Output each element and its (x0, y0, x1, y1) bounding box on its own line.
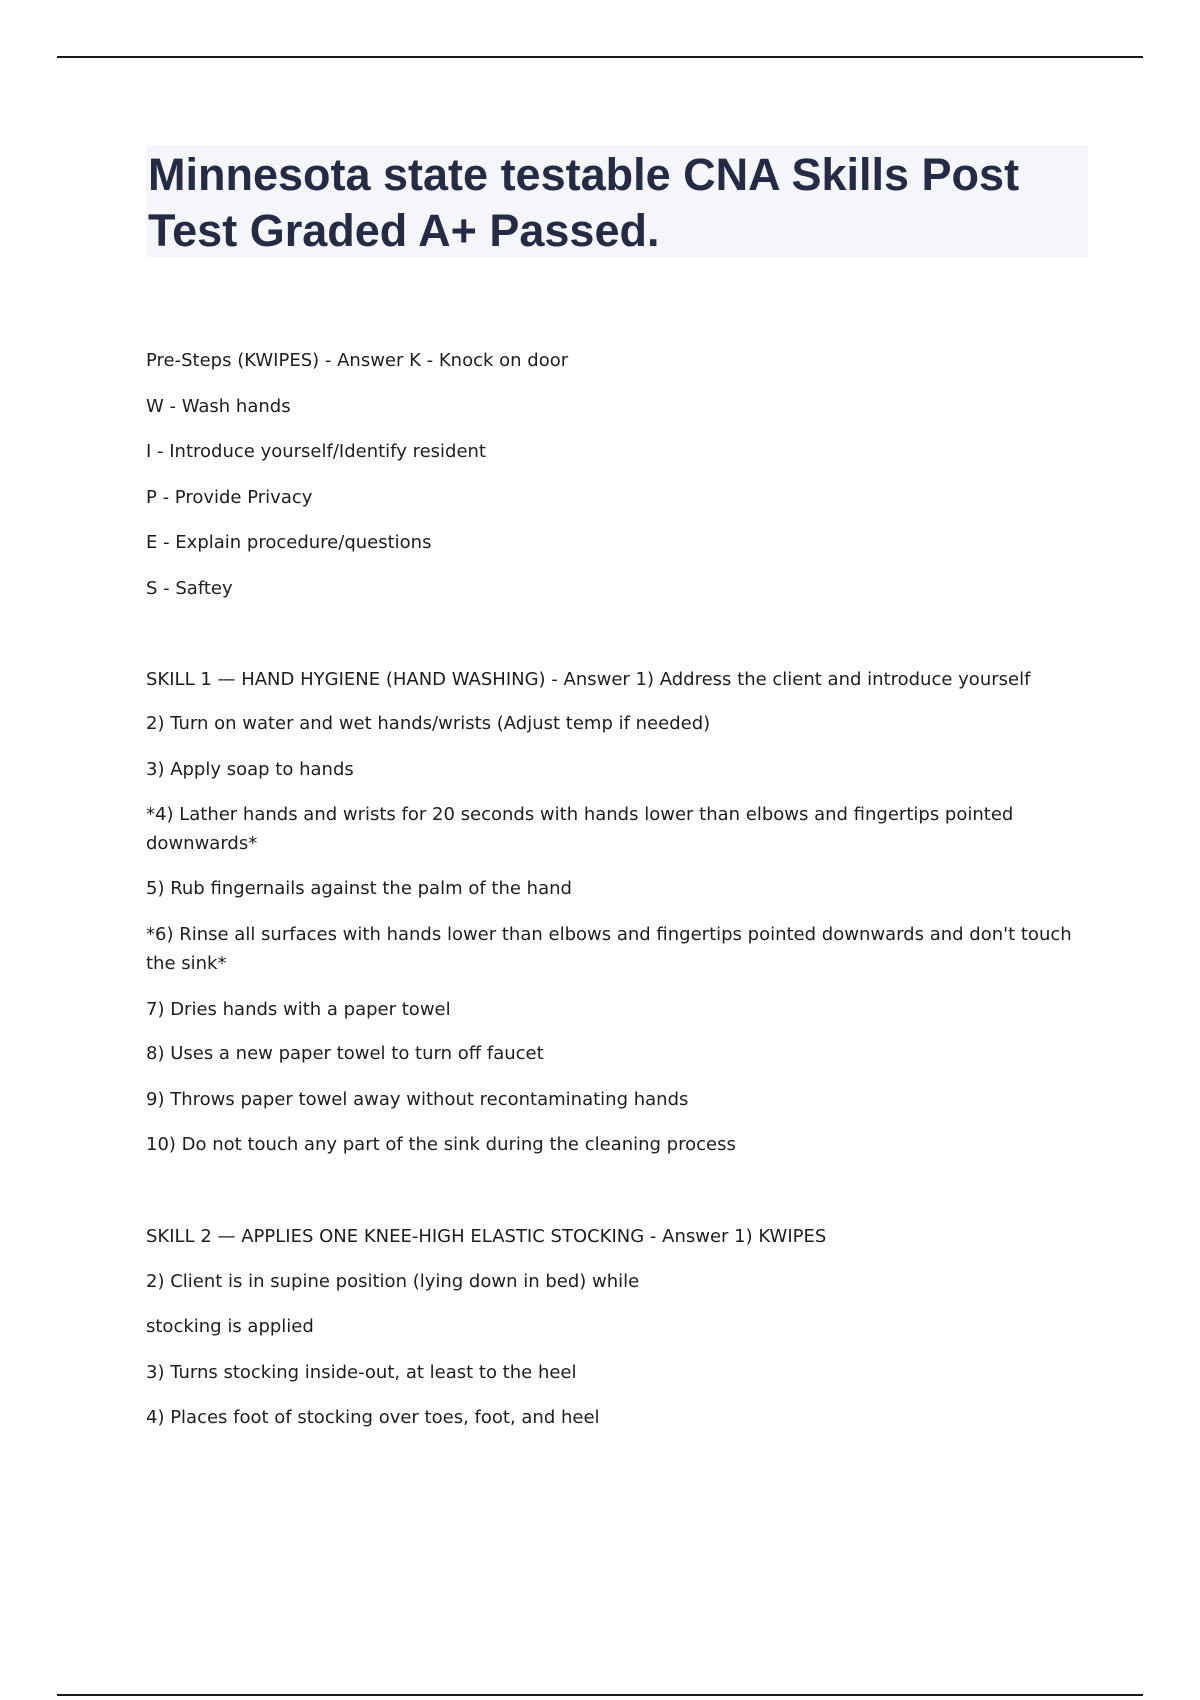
list-item: S - Saftey (146, 578, 233, 599)
list-item: 2) Turn on water and wet hands/wrists (Adjust temp if needed) (146, 713, 711, 734)
list-item: 3) Turns stocking inside-out, at least to the heel (146, 1362, 577, 1383)
list-item: 4) Places foot of stocking over toes, foot, and heel (146, 1407, 600, 1428)
list-item: 2) Client is in supine position (lying down in bed) while (146, 1271, 640, 1292)
list-item: 10) Do not touch any part of the sink during the cleaning process (146, 1134, 736, 1155)
list-item: W - Wash hands (146, 396, 291, 417)
list-item: I - Introduce yourself/Identify resident (146, 441, 486, 462)
top-rule (57, 56, 1143, 58)
pre-steps-heading: Pre-Steps (KWIPES) - Answer K - Knock on door (146, 350, 569, 371)
skill-2-heading: SKILL 2 — APPLIES ONE KNEE-HIGH ELASTIC STOCKING - Answer 1) KWIPES (146, 1226, 827, 1247)
document-title: Minnesota state testable CNA Skills Post Test Graded A+ Passed. (148, 149, 1020, 256)
skill-1-heading: SKILL 1 — HAND HYGIENE (HAND WASHING) - Answer 1) Address the client and introduce yourself (146, 669, 1031, 690)
list-item: E - Explain procedure/questions (146, 532, 432, 553)
list-item: stocking is applied (146, 1316, 314, 1337)
list-item: P - Provide Privacy (146, 487, 313, 508)
list-item: 3) Apply soap to hands (146, 759, 354, 780)
list-item: *6) Rinse all surfaces with hands lower than elbows and fingertips pointed downwards and don't touch the sink* (146, 924, 1072, 974)
list-item: 7) Dries hands with a paper towel (146, 999, 451, 1020)
list-item: 5) Rub fingernails against the palm of the hand (146, 878, 572, 899)
list-item: *4) Lather hands and wrists for 20 seconds with hands lower than elbows and fingertips pointed downwards* (146, 804, 1014, 854)
list-item: 8) Uses a new paper towel to turn off faucet (146, 1043, 544, 1064)
title-block (146, 145, 1088, 257)
list-item: 9) Throws paper towel away without recontaminating hands (146, 1089, 689, 1110)
bottom-rule (57, 1694, 1143, 1696)
